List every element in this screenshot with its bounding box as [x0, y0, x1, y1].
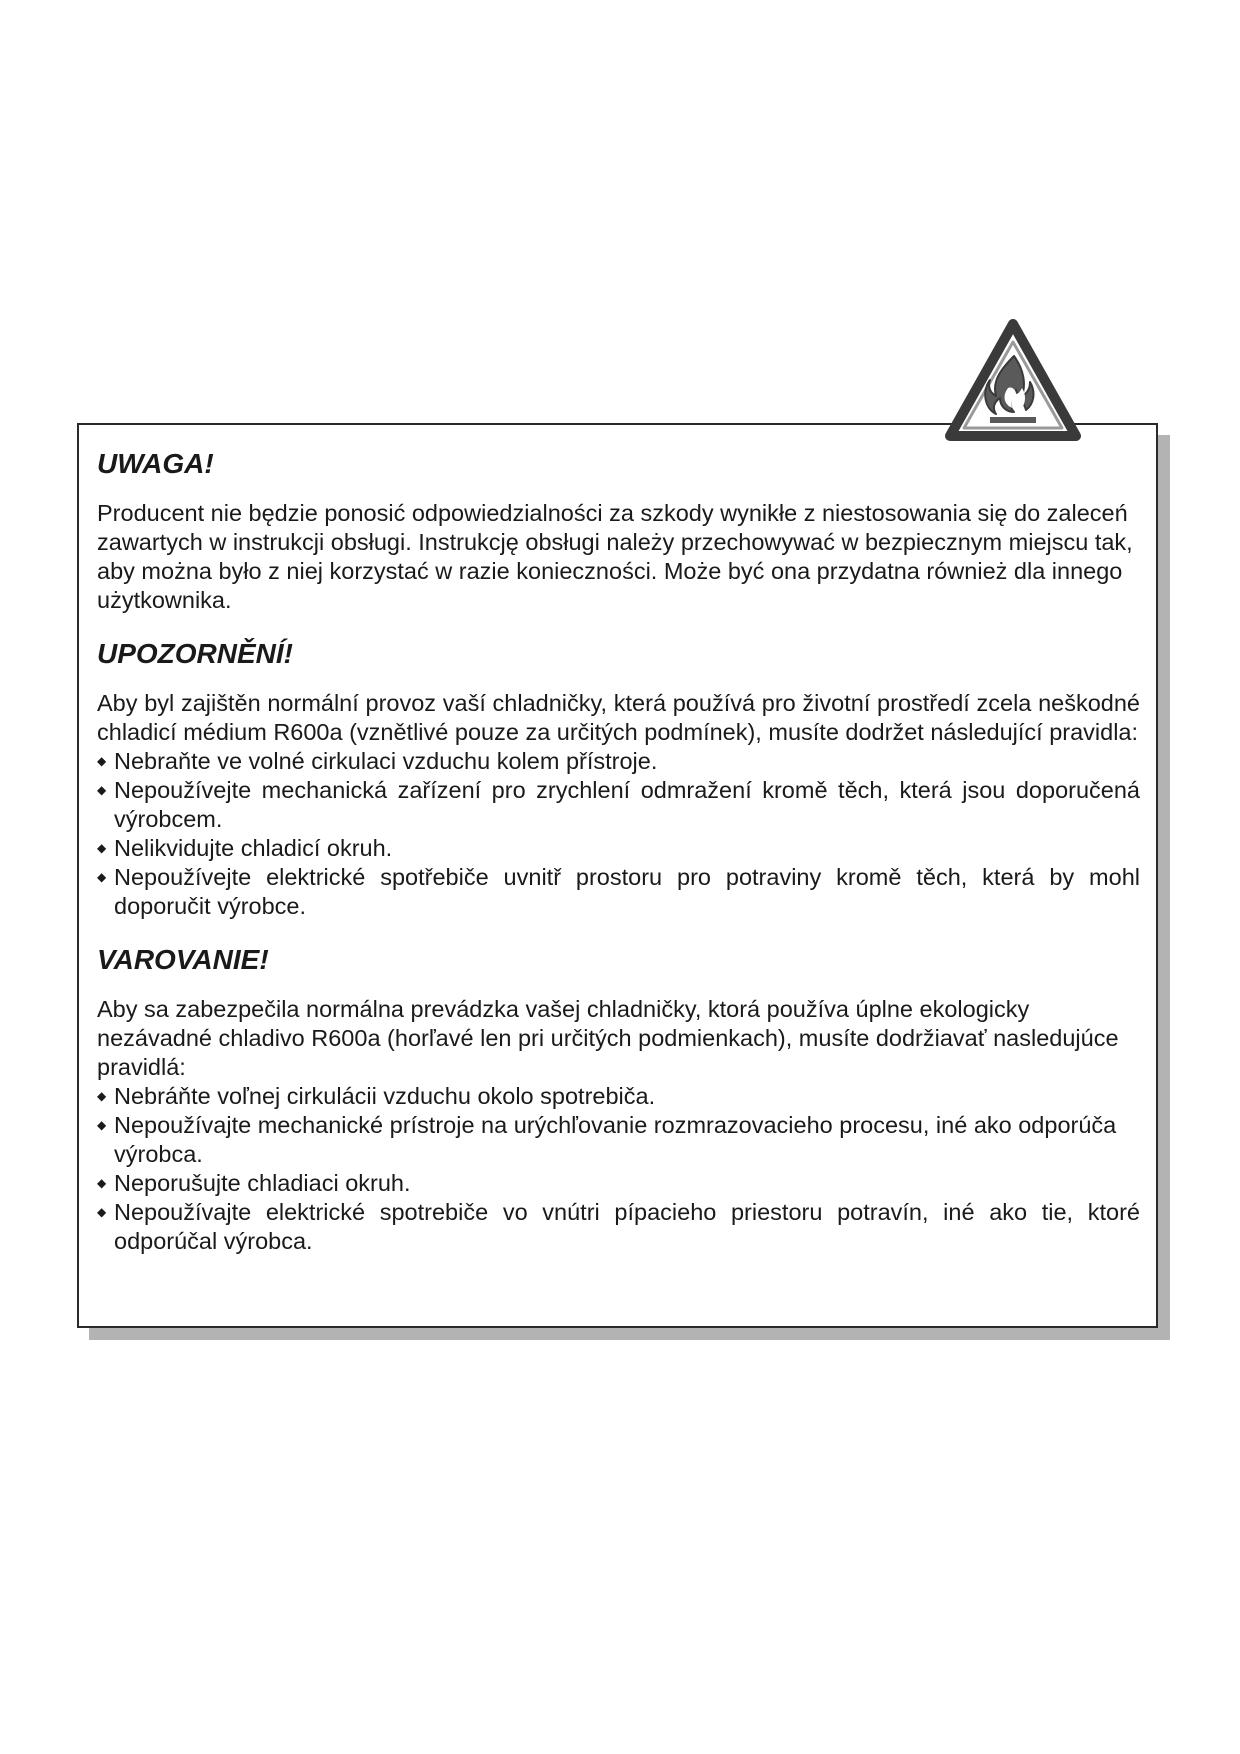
list-item [97, 1082, 1140, 1111]
list-item-text: Nelikvidujte chladicí okruh. [114, 835, 393, 861]
list-item [97, 834, 1140, 863]
list-item-text: Nepoužívajte elektrické spotrebiče vo vnútri pípacieho priestoru potravín, iné ako tie, ktoré odporúčal výrobca. [114, 1199, 1140, 1254]
section-title-slovak: VAROVANIE! [97, 944, 269, 975]
list-item-text: Neporušujte chladiaci okruh. [114, 1170, 411, 1196]
flammable-warning-icon [944, 318, 1082, 443]
section-text-czech: Aby byl zajištěn normální provoz vaší chladničky, která používá pro životní prostředí zcela neškodné chladicí médium R600a (vznětlivé pouze za určitých podmínek), musíte dodržet následující pravidla: [97, 690, 1140, 745]
bullet-icon: ◆ [97, 1205, 107, 1219]
bullet-icon: ◆ [97, 754, 107, 768]
list-item [97, 1169, 1140, 1198]
bullet-icon: ◆ [97, 1118, 107, 1132]
bullet-icon: ◆ [97, 1176, 107, 1190]
bullet-list-slovak [97, 1082, 1140, 1256]
section-title-polish: UWAGA! [97, 448, 214, 479]
list-item [97, 776, 1140, 834]
list-item [97, 1111, 1140, 1169]
bullet-icon: ◆ [97, 870, 107, 884]
bullet-list-czech [97, 747, 1140, 921]
list-item-text: Nebráňte voľnej cirkulácii vzduchu okolo spotrebiča. [114, 1083, 656, 1109]
list-item-text: Nebraňte ve volné cirkulaci vzduchu kolem přístroje. [114, 748, 658, 774]
list-item-text: Nepoužívejte mechanická zařízení pro zrychlení odmražení kromě těch, která jsou doporučená výrobcem. [114, 777, 1140, 832]
list-item [97, 863, 1140, 921]
warning-box [77, 423, 1158, 1328]
bullet-icon: ◆ [97, 1089, 107, 1103]
list-item [97, 747, 1140, 776]
bullet-icon: ◆ [97, 841, 107, 855]
section-title-czech: UPOZORNĚNÍ! [97, 638, 293, 669]
bullet-icon: ◆ [97, 783, 107, 797]
list-item [97, 1198, 1140, 1256]
list-item-text: Nepoužívejte elektrické spotřebiče uvnitř prostoru pro potraviny kromě těch, která by mohl doporučit výrobce. [114, 864, 1140, 919]
list-item-text: Nepoužívajte mechanické prístroje na urýchľovanie rozmrazovacieho procesu, iné ako odporúča výrobca. [114, 1112, 1117, 1167]
section-text-polish: Producent nie będzie ponosić odpowiedzialności za szkody wynikłe z niestosowania się do zaleceń zawartych w instrukcji obsługi. Instrukcję obsługi należy przechowywać w bezpiecznym miejscu tak, aby można było z niej korzystać w razie konieczności. Może być ona przydatna również dla innego użytkownika. [97, 500, 1133, 613]
section-text-slovak: Aby sa zabezpečila normálna prevádzka vašej chladničky, ktorá používa úplne ekologicky nezávadné chladivo R600a (horľavé len pri určitých podmienkach), musíte dodržiavať nasledujúce pravidlá: [97, 996, 1119, 1080]
